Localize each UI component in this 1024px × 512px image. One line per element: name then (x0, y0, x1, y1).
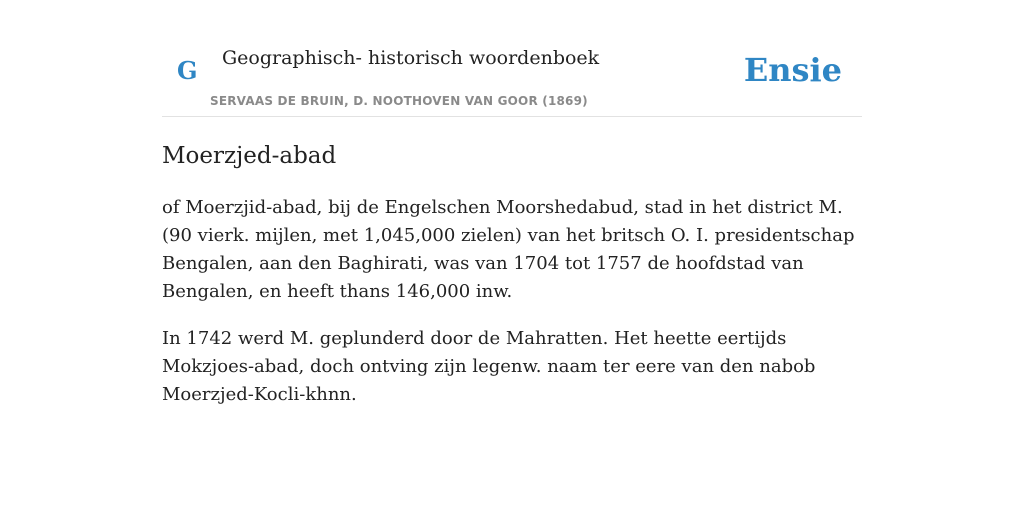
ensie-logo[interactable]: Ensie (743, 51, 842, 89)
entry-title: Moerzjed-abad (162, 143, 337, 169)
book-letter-icon[interactable]: G (177, 56, 198, 85)
entry-paragraph: In 1742 werd M. geplunderd door de Mahratten. Het heette eertijds Mokzjoes-abad, doch ontving zijn legenw. naam ter eere van den nabob Moerzjed-Kocli-khnn. (162, 328, 816, 405)
page-container (162, 0, 862, 409)
book-title-link[interactable]: Geographisch- historisch woordenboek (222, 47, 600, 69)
entry-body (162, 194, 862, 409)
book-header (162, 0, 862, 117)
book-authors: SERVAAS DE BRUIN, D. NOOTHOVEN VAN GOOR (1869) (210, 94, 588, 108)
entry-paragraph: of Moerzjid-abad, bij de Engelschen Moorshedabud, stad in het district M. (90 vierk. mijlen, met 1,045,000 zielen) van het britsch O. I. presidentschap Bengalen, aan den Baghirati, was van 1704 tot 1757 de hoofdstad van Bengalen, en heeft thans 146,000 inw. (162, 197, 855, 302)
